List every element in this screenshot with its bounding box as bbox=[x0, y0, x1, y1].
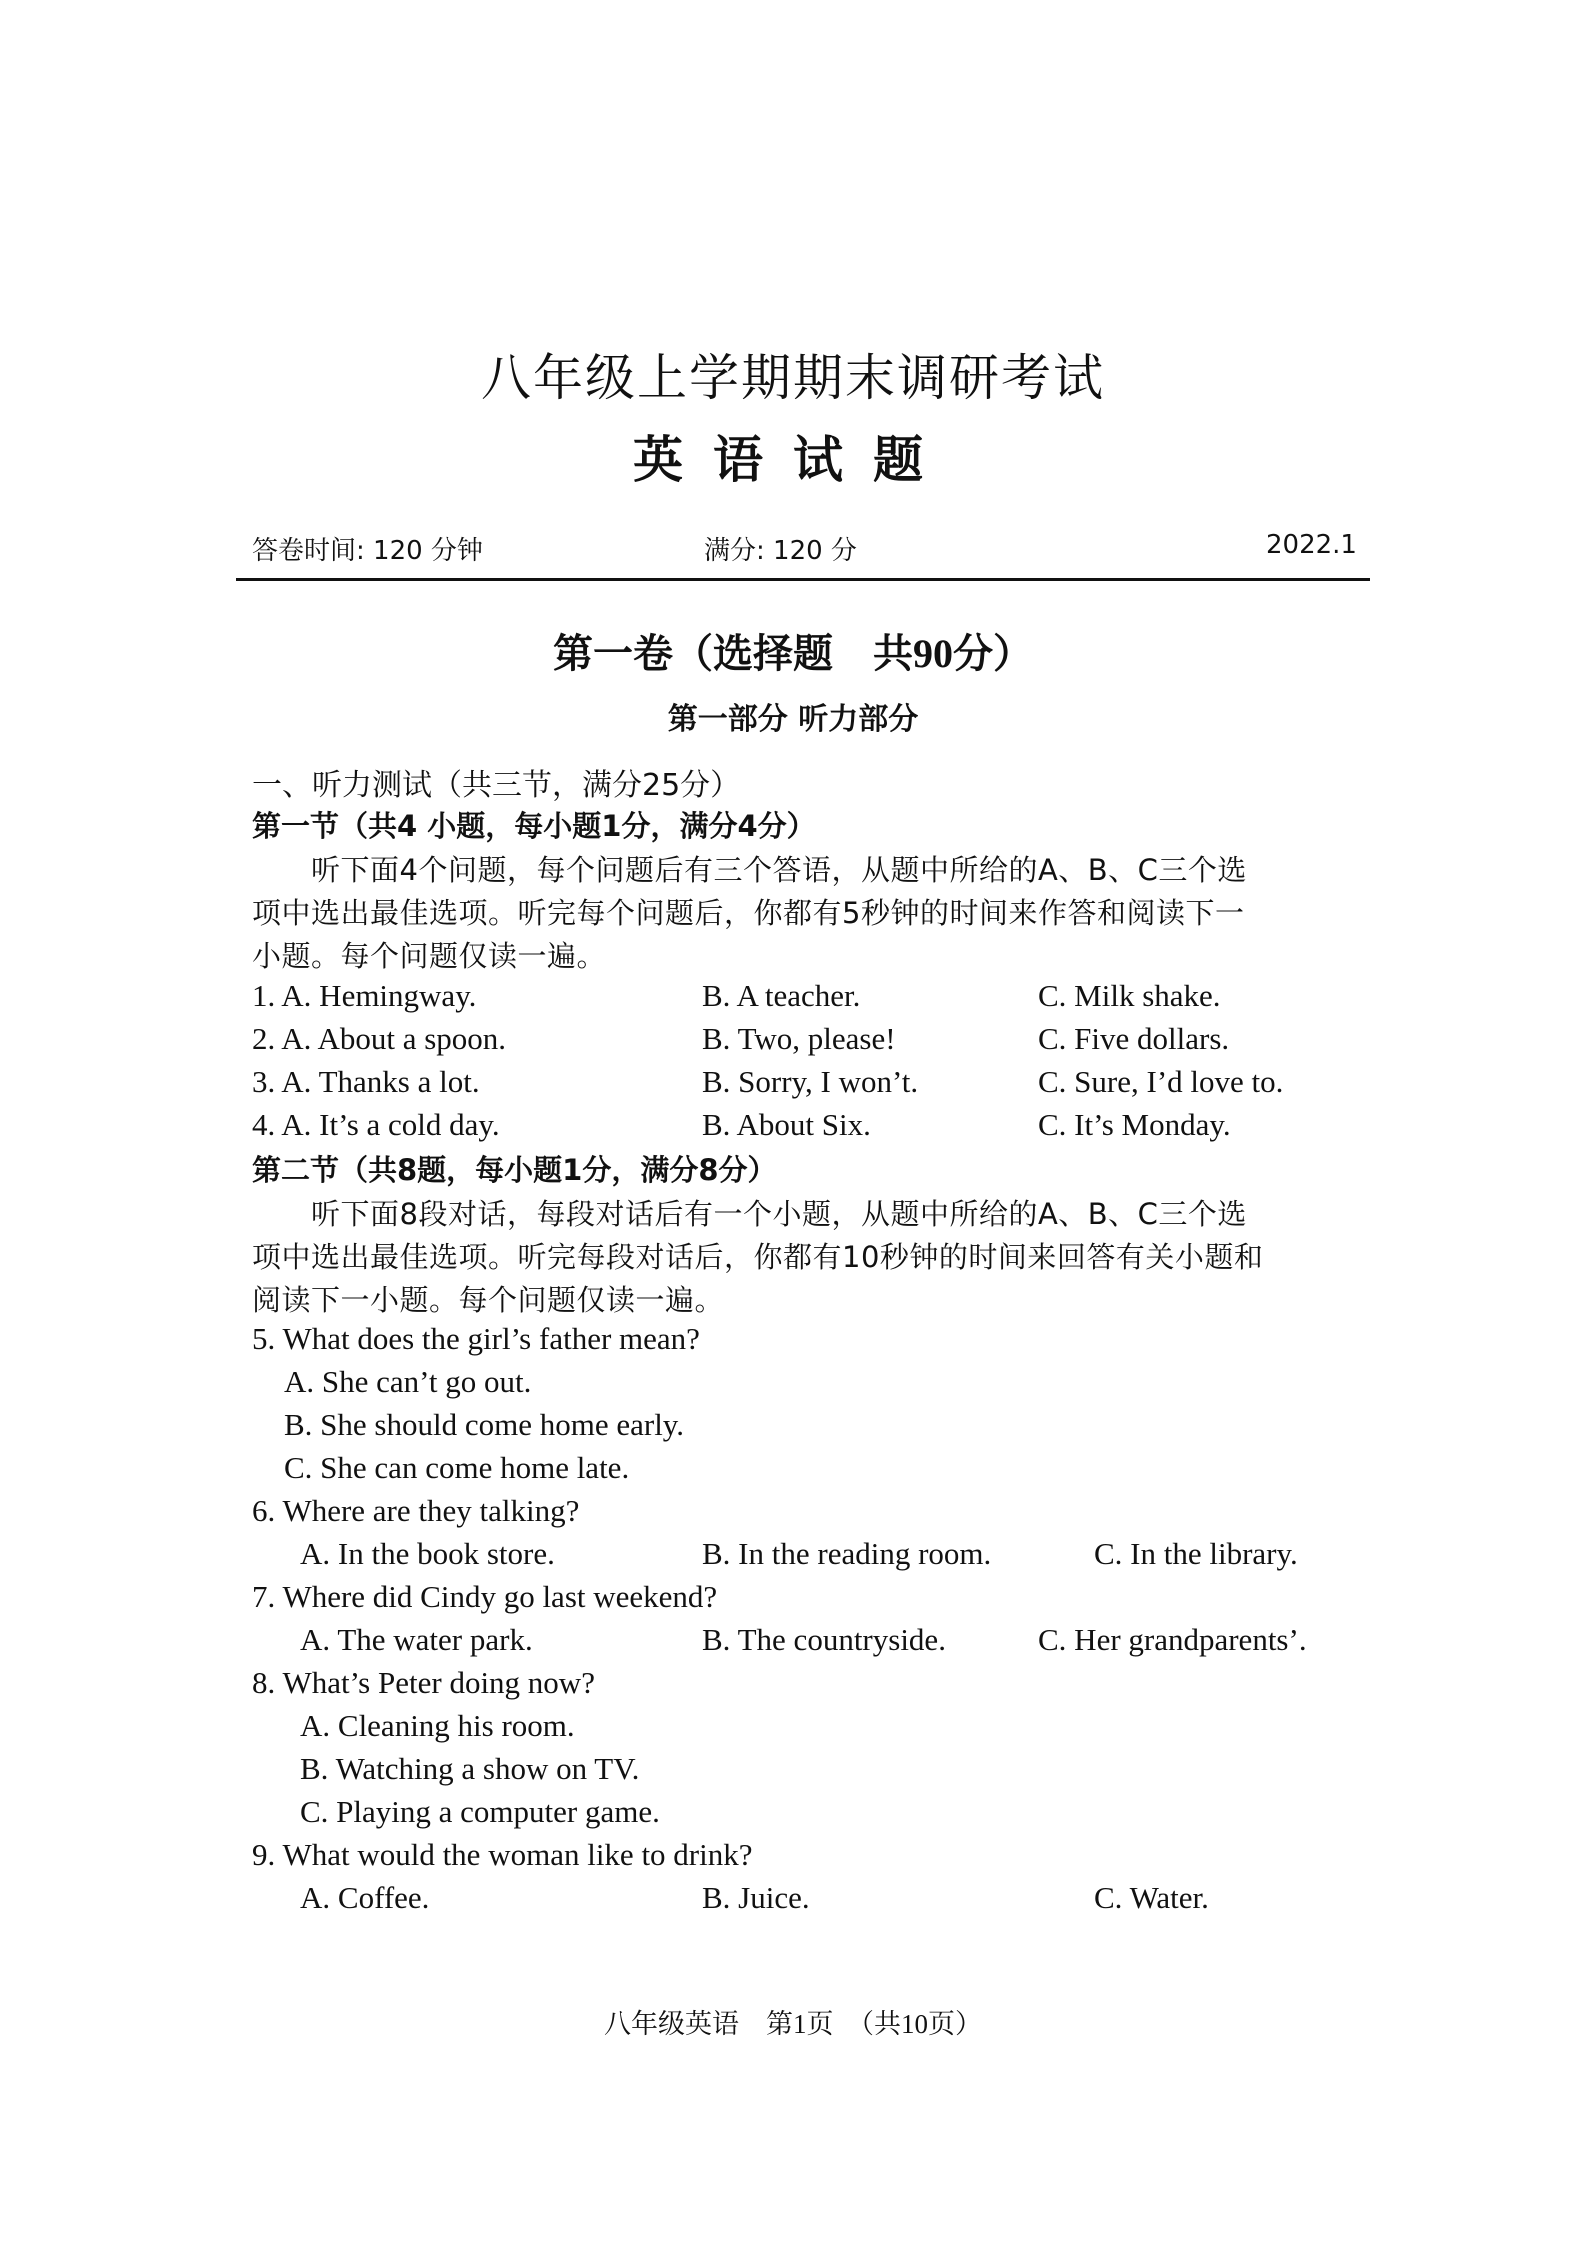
q8-option-a: A. Cleaning his room. bbox=[300, 1708, 575, 1743]
q8-option-c: C. Playing a computer game. bbox=[300, 1794, 660, 1829]
q6-option-b: B. In the reading room. bbox=[702, 1536, 992, 1571]
q6-stem: 6. Where are they talking? bbox=[252, 1493, 580, 1528]
part-title: 第一部分 听力部分 bbox=[667, 702, 919, 737]
q6-option-c: C. In the library. bbox=[1094, 1536, 1298, 1571]
q5-stem: 5. What does the girl’s father mean? bbox=[252, 1321, 700, 1356]
section-main-heading: 一、听力测试（共三节，满分25分） bbox=[252, 768, 741, 803]
q3-option-b: B. Sorry, I won’t. bbox=[702, 1064, 919, 1099]
q5-option-b: B. She should come home early. bbox=[284, 1407, 685, 1442]
q2-option-a: 2. A. About a spoon. bbox=[252, 1021, 507, 1056]
section1-instruction-line: 听下面4个问题，每个问题后有三个答语，从题中所给的A、B、C三个选 bbox=[252, 853, 1247, 887]
q7-option-a: A. The water park. bbox=[300, 1622, 533, 1657]
q1-option-c: C. Milk shake. bbox=[1038, 978, 1221, 1013]
section2-instruction-line: 项中选出最佳选项。听完每段对话后，你都有10秒钟的时间来回答有关小题和 bbox=[252, 1240, 1264, 1274]
q9-stem: 9. What would the woman like to drink? bbox=[252, 1837, 753, 1872]
q1-option-a: 1. A. Hemingway. bbox=[252, 978, 477, 1013]
q6-option-a: A. In the book store. bbox=[300, 1536, 555, 1571]
q3-option-c: C. Sure, I’d love to. bbox=[1038, 1064, 1284, 1099]
exam-time: 答卷时间: 120 分钟 bbox=[252, 536, 483, 566]
section2-instruction-line: 听下面8段对话，每段对话后有一个小题，从题中所给的A、B、C三个选 bbox=[252, 1197, 1247, 1231]
q4-option-b: B. About Six. bbox=[702, 1107, 871, 1142]
section1-heading: 第一节（共4 小题，每小题1分，满分4分） bbox=[252, 809, 816, 843]
header-divider bbox=[236, 578, 1370, 581]
q4-option-c: C. It’s Monday. bbox=[1038, 1107, 1231, 1142]
exam-subtitle: 英语试题 bbox=[633, 432, 953, 488]
q9-option-b: B. Juice. bbox=[702, 1880, 810, 1915]
section1-instruction-line: 项中选出最佳选项。听完每个问题后，你都有5秒钟的时间来作答和阅读下一 bbox=[252, 896, 1245, 930]
q7-option-b: B. The countryside. bbox=[702, 1622, 946, 1657]
q4-option-a: 4. A. It’s a cold day. bbox=[252, 1107, 500, 1142]
section2-heading: 第二节（共8题，每小题1分，满分8分） bbox=[252, 1153, 777, 1187]
q1-option-b: B. A teacher. bbox=[702, 978, 861, 1013]
q2-option-b: B. Two, please! bbox=[702, 1021, 896, 1056]
page-footer: 八年级英语 第1页 （共10页） bbox=[604, 2009, 982, 2039]
q9-option-c: C. Water. bbox=[1094, 1880, 1209, 1915]
q9-option-a: A. Coffee. bbox=[300, 1880, 430, 1915]
q5-option-c: C. She can come home late. bbox=[284, 1450, 630, 1485]
q7-option-c: C. Her grandparents’. bbox=[1038, 1622, 1307, 1657]
exam-date: 2022.1 bbox=[1266, 530, 1357, 560]
q7-stem: 7. Where did Cindy go last weekend? bbox=[252, 1579, 718, 1614]
q5-option-a: A. She can’t go out. bbox=[284, 1364, 532, 1399]
exam-title: 八年级上学期期末调研考试 bbox=[481, 350, 1105, 406]
q2-option-c: C. Five dollars. bbox=[1038, 1021, 1230, 1056]
q8-option-b: B. Watching a show on TV. bbox=[300, 1751, 640, 1786]
volume-title: 第一卷（选择题 共90分） bbox=[553, 631, 1033, 676]
exam-score: 满分: 120 分 bbox=[704, 536, 857, 566]
q8-stem: 8. What’s Peter doing now? bbox=[252, 1665, 595, 1700]
section1-instruction-line: 小题。每个问题仅读一遍。 bbox=[252, 939, 607, 973]
q3-option-a: 3. A. Thanks a lot. bbox=[252, 1064, 480, 1099]
section2-instruction-line: 阅读下一小题。每个问题仅读一遍。 bbox=[252, 1283, 725, 1317]
